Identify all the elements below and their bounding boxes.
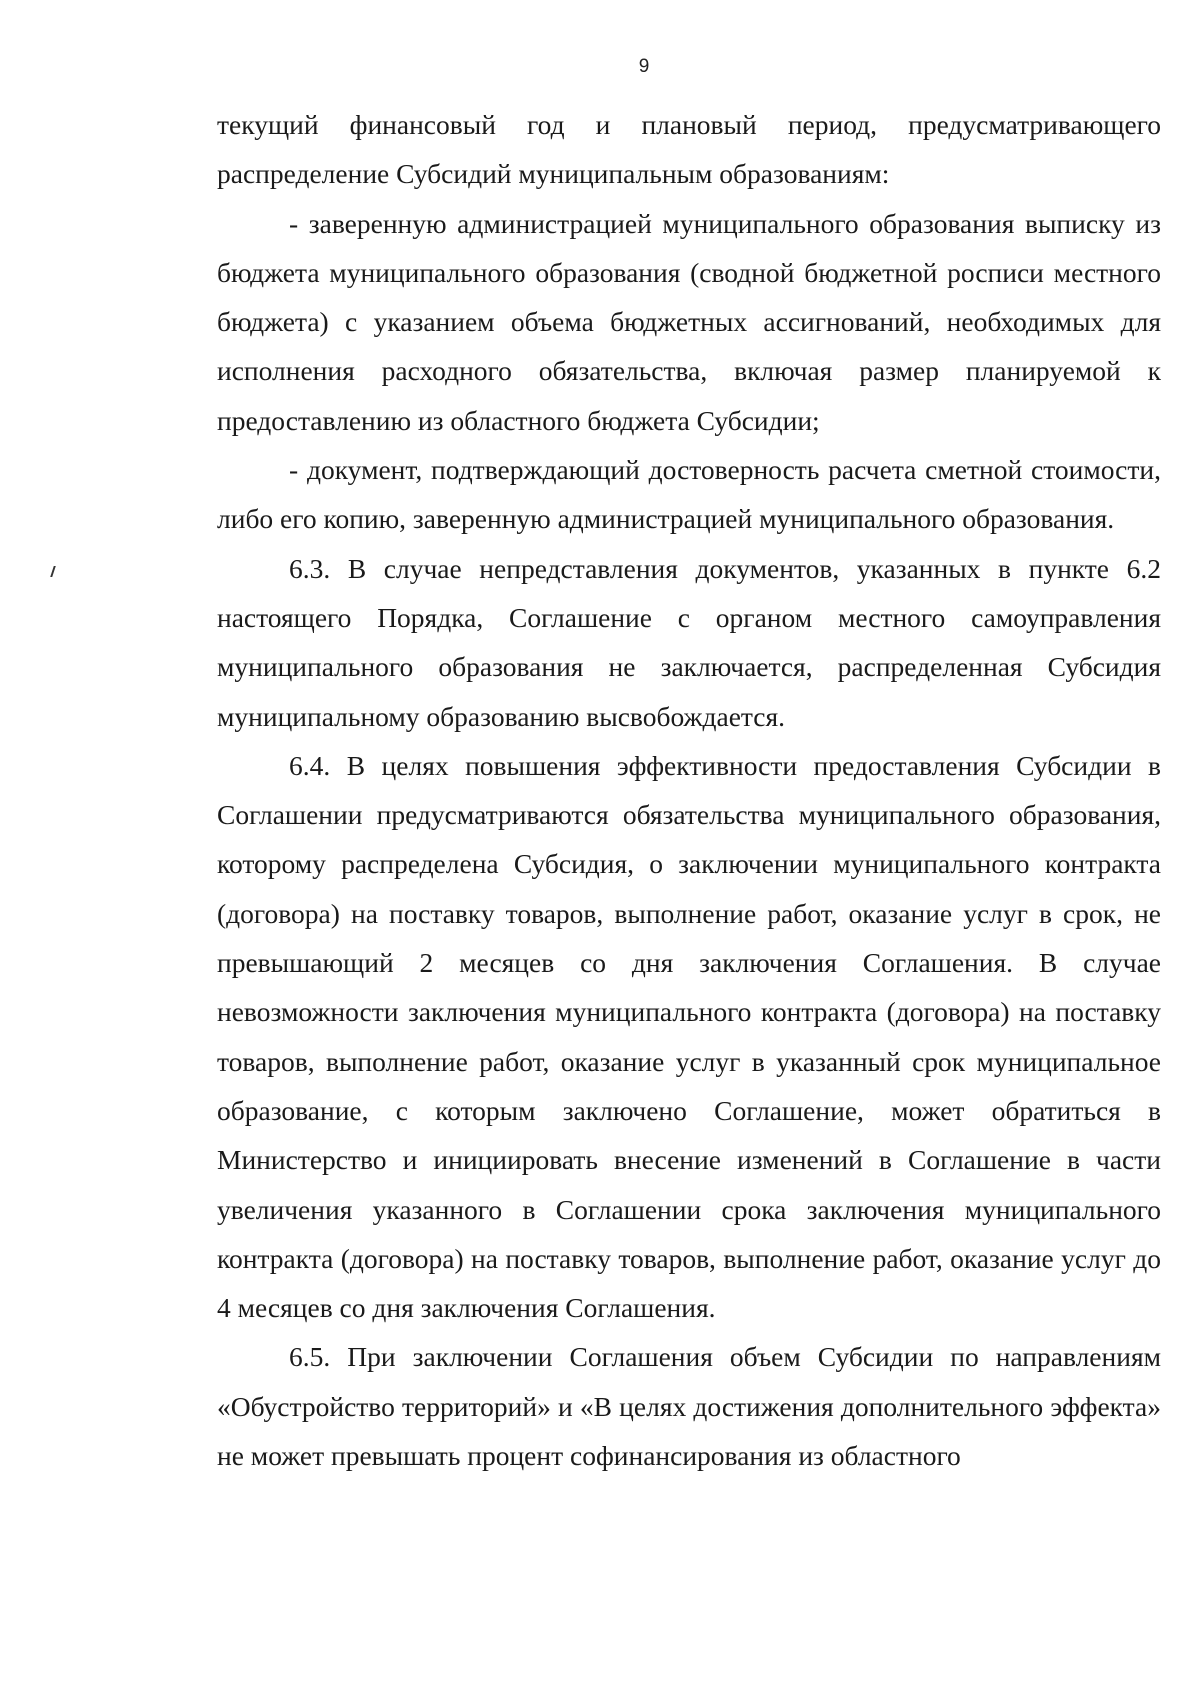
paragraph-6-5: 6.5. При заключении Соглашения объем Субсидии по направлениям «Обустройство территорий» и «В целях достижения дополнительного эффекта» не может превышать процент софинансирования из областного bbox=[217, 1341, 1161, 1472]
paragraph-budget-extract: - заверенную администрацией муниципального образования выписку из бюджета муниципального образования (сводной бюджетной росписи местного бюджета) с указанием объема бюджетных ассигнований, необходимых для исполнения расходного обязательства, включая размер планируемой к предоставлению из областного бюджета Субсидии; bbox=[217, 207, 1161, 436]
paragraph-cost-document: - документ, подтверждающий достоверность расчета сметной стоимости, либо его копию, заверенную администрацией муниципального образования. bbox=[217, 454, 1161, 535]
scan-mark bbox=[50, 566, 56, 577]
paragraph-6-3: 6.3. В случае непредставления документов, указанных в пункте 6.2 настоящего Порядка, Соглашение с органом местного самоуправления муниципального образования не заключается, распределенная Субсидия муниципальному образованию высвобождается. bbox=[217, 552, 1161, 732]
document-body bbox=[217, 100, 1161, 1480]
paragraph-continuation: текущий финансовый год и плановый период, предусматривающего распределение Субсидий муниципальным образованиям: bbox=[217, 109, 1161, 190]
paragraph-6-4: 6.4. В целях повышения эффективности предоставления Субсидии в Соглашении предусматриваются обязательства муниципального образования, которому распределена Субсидия, о заключении муниципального контракта (договора) на поставку товаров, выполнение работ, оказание услуг в срок, не превышающий 2 месяцев со дня заключения Соглашения. В случае невозможности заключения муниципального контракта (договора) на поставку товаров, выполнение работ, оказание услуг в указанный срок муниципальное образование, с которым заключено Соглашение, может обратиться в Министерство и инициировать внесение изменений в Соглашение в части увеличения указанного в Соглашении срока заключения муниципального контракта (договора) на поставку товаров, выполнение работ, оказание услуг до 4 месяцев со дня заключения Соглашения. bbox=[217, 749, 1161, 1324]
page-number: 9 bbox=[638, 56, 650, 77]
